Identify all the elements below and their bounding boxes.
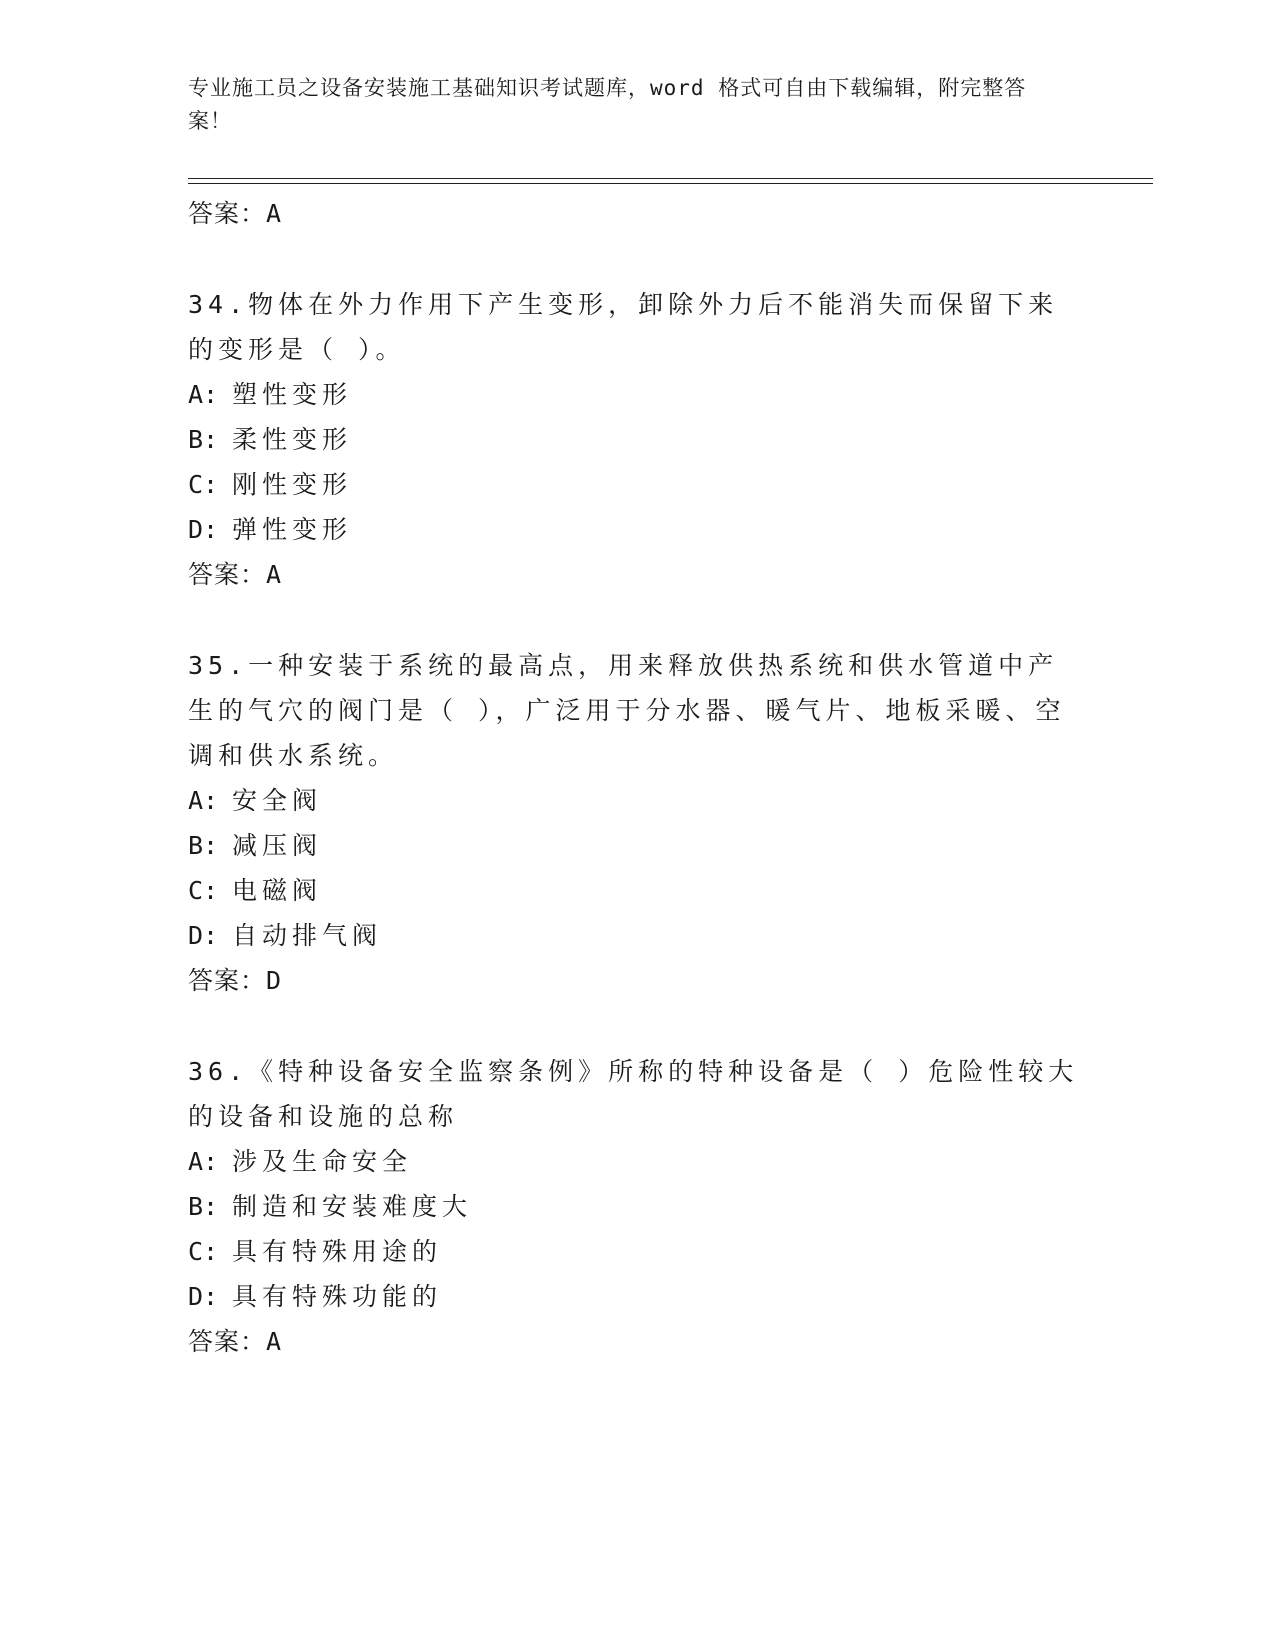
answer-value: A bbox=[266, 1327, 283, 1356]
question-item bbox=[188, 643, 1088, 1003]
option-text: 具有特殊功能的 bbox=[232, 1282, 443, 1311]
answer-value: D bbox=[266, 966, 283, 995]
option-text: 弹性变形 bbox=[232, 515, 353, 544]
option-text: 自动排气阀 bbox=[232, 921, 383, 950]
document-header: 专业施工员之设备安装施工基础知识考试题库，word 格式可自由下载编辑，附完整答案！ bbox=[188, 76, 1027, 133]
option-a bbox=[188, 778, 1088, 823]
option-label: C: bbox=[188, 876, 219, 905]
question-text: 35.一种安装于系统的最高点，用来释放供热系统和供水管道中产生的气穴的阀门是（ ），广泛用于分水器、暖气片、地板采暖、空调和供水系统。 bbox=[188, 651, 1066, 770]
answer-label: 答案： bbox=[188, 199, 267, 228]
option-text: 电磁阀 bbox=[232, 876, 323, 905]
answer-label: 答案： bbox=[188, 1327, 267, 1356]
option-label: C: bbox=[188, 1237, 219, 1266]
option-c bbox=[188, 1229, 1088, 1274]
option-text: 安全阀 bbox=[232, 786, 323, 815]
question-item bbox=[188, 282, 1088, 597]
answer-line bbox=[188, 191, 1088, 236]
option-d bbox=[188, 1274, 1088, 1319]
header-divider-top bbox=[188, 178, 1153, 179]
answer-line bbox=[188, 958, 1088, 1003]
option-d bbox=[188, 507, 1088, 552]
option-text: 制造和安装难度大 bbox=[232, 1192, 473, 1221]
option-label: B: bbox=[188, 425, 219, 454]
option-c bbox=[188, 868, 1088, 913]
answer-line bbox=[188, 552, 1088, 597]
answer-value: A bbox=[266, 199, 283, 228]
option-text: 涉及生命安全 bbox=[232, 1147, 413, 1176]
option-b bbox=[188, 1184, 1088, 1229]
option-label: A: bbox=[188, 786, 219, 815]
option-d bbox=[188, 913, 1088, 958]
header-divider-bottom bbox=[188, 183, 1153, 184]
option-label: D: bbox=[188, 921, 219, 950]
option-a bbox=[188, 1139, 1088, 1184]
option-text: 具有特殊用途的 bbox=[232, 1237, 443, 1266]
option-text: 柔性变形 bbox=[232, 425, 353, 454]
question-text: 34.物体在外力作用下产生变形，卸除外力后不能消失而保留下来的变形是（ ）。 bbox=[188, 290, 1059, 364]
option-label: B: bbox=[188, 831, 219, 860]
option-text: 减压阀 bbox=[232, 831, 323, 860]
answer-value: A bbox=[266, 560, 283, 589]
option-b bbox=[188, 417, 1088, 462]
option-label: A: bbox=[188, 1147, 219, 1176]
option-label: C: bbox=[188, 470, 219, 499]
option-label: A: bbox=[188, 380, 219, 409]
option-c bbox=[188, 462, 1088, 507]
question-list bbox=[188, 191, 1088, 1364]
question-item bbox=[188, 1049, 1088, 1364]
question-text: 36.《特种设备安全监察条例》所称的特种设备是（ ）危险性较大的设备和设施的总称 bbox=[188, 1057, 1079, 1131]
option-label: B: bbox=[188, 1192, 219, 1221]
option-text: 塑性变形 bbox=[232, 380, 353, 409]
option-b bbox=[188, 823, 1088, 868]
answer-line bbox=[188, 1319, 1088, 1364]
answer-label: 答案： bbox=[188, 560, 267, 589]
option-label: D: bbox=[188, 1282, 219, 1311]
answer-label: 答案： bbox=[188, 966, 267, 995]
option-label: D: bbox=[188, 515, 219, 544]
option-text: 刚性变形 bbox=[232, 470, 353, 499]
option-a bbox=[188, 372, 1088, 417]
